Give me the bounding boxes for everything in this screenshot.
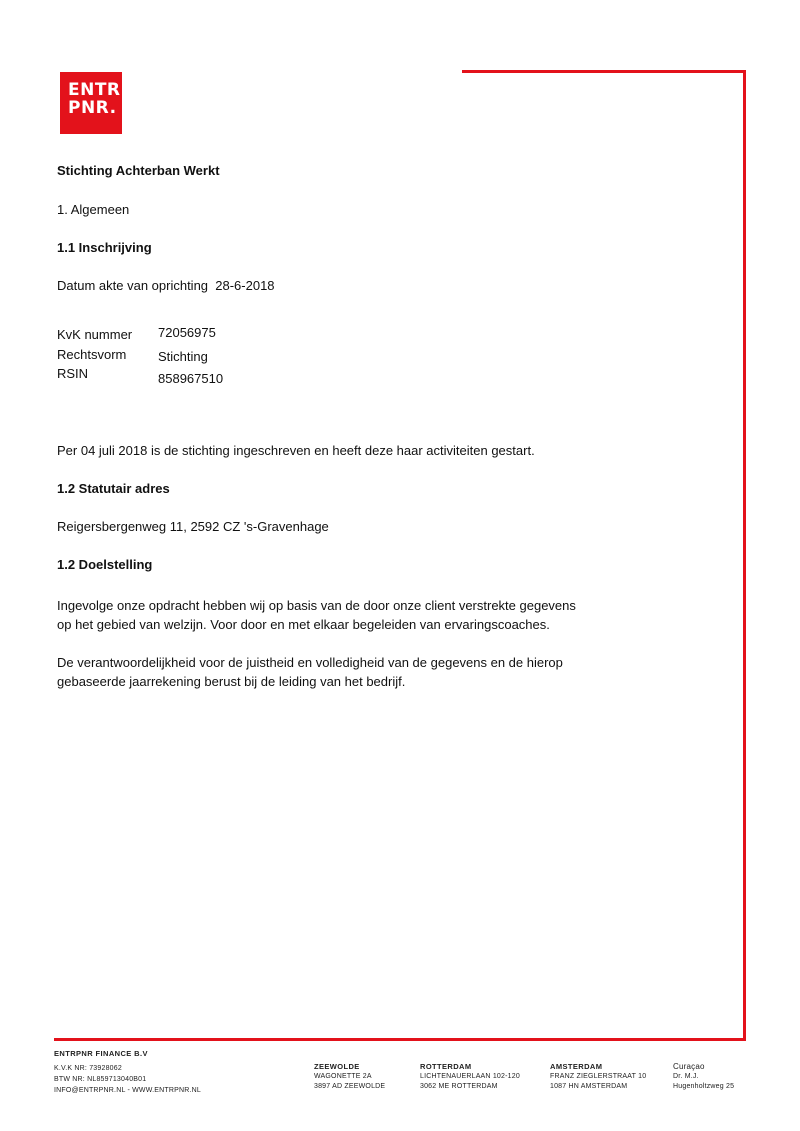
address: Reigersbergenweg 11, 2592 CZ 's-Gravenhage — [57, 519, 329, 534]
kvk-value: 72056975 — [158, 325, 216, 340]
footer-office-amsterdam — [550, 1062, 646, 1092]
footer-office-curacao — [673, 1062, 734, 1092]
logo-line-1: ENTR — [68, 80, 121, 100]
doelstelling-line-1: Ingevolge onze opdracht hebben wij op basis van de door onze client verstrekte gegevens — [57, 598, 576, 613]
footer-contact: INFO@ENTRPNR.NL - WWW.ENTRPNR.NL — [54, 1087, 202, 1094]
footer-office-zeewolde — [314, 1062, 385, 1092]
office-city: ZEEWOLDE — [314, 1062, 360, 1071]
doelstelling-line-2: op het gebied van welzijn. Voor door en met elkaar begeleiden van ervaringscoaches. — [57, 617, 550, 632]
footer-btw: BTW NR: NL859713040B01 — [54, 1076, 147, 1083]
office-address-line-1: FRANZ ZIEGLERSTRAAT 10 — [550, 1073, 647, 1080]
rechtsvorm-label: Rechtsvorm — [57, 347, 127, 362]
kvk-label: KvK nummer — [57, 327, 133, 342]
office-address-line-1: Dr. M.J. — [673, 1073, 699, 1080]
section-algemeen: 1. Algemeen — [57, 202, 130, 217]
office-city: ROTTERDAM — [420, 1062, 472, 1071]
document-title: Stichting Achterban Werkt — [57, 163, 220, 178]
office-address-line-2: 3062 ME ROTTERDAM — [420, 1083, 498, 1090]
office-address-line-1: LICHTENAUERLAAN 102-120 — [420, 1073, 520, 1080]
footer-office-rotterdam — [420, 1062, 520, 1092]
frame-right-line — [743, 70, 746, 1041]
rsin-value: 858967510 — [158, 371, 224, 386]
office-address-line-2: 3897 AD ZEEWOLDE — [314, 1083, 386, 1090]
section-doelstelling: 1.2 Doelstelling — [57, 557, 153, 572]
logo-line-2: PNR. — [68, 98, 117, 118]
frame-bottom-line — [54, 1038, 746, 1041]
verantwoordelijkheid-line-1: De verantwoordelijkheid voor de juistheid en volledigheid van de gegevens en de hierop — [57, 655, 563, 670]
office-address-line-1: WAGONETTE 2A — [314, 1073, 372, 1080]
section-inschrijving: 1.1 Inschrijving — [57, 240, 152, 255]
doelstelling-paragraph — [57, 596, 576, 634]
start-sentence: Per 04 juli 2018 is de stichting ingeschreven en heeft deze haar activiteiten gestart. — [57, 443, 535, 458]
section-statutair-adres: 1.2 Statutair adres — [57, 481, 170, 496]
datum-value: 28-6-2018 — [215, 278, 275, 293]
footer-company-name: ENTRPNR FINANCE B.V — [54, 1049, 148, 1058]
datum-row — [57, 278, 275, 293]
datum-label: Datum akte van oprichting — [57, 278, 209, 293]
verantwoordelijkheid-line-2: gebaseerde jaarrekening berust bij de leiding van het bedrijf. — [57, 674, 406, 689]
frame-top-line — [462, 70, 746, 73]
footer-kvk: K.V.K NR: 73928062 — [54, 1065, 122, 1072]
office-address-line-2: Hugenholtzweg 25 — [673, 1083, 735, 1090]
verantwoordelijkheid-paragraph — [57, 653, 563, 691]
office-city: Curaçao — [673, 1062, 705, 1071]
rechtsvorm-value: Stichting — [158, 349, 208, 364]
entrpnr-logo — [60, 72, 122, 134]
office-address-line-2: 1087 HN AMSTERDAM — [550, 1083, 628, 1090]
office-city: AMSTERDAM — [550, 1062, 603, 1071]
rsin-label: RSIN — [57, 366, 89, 381]
